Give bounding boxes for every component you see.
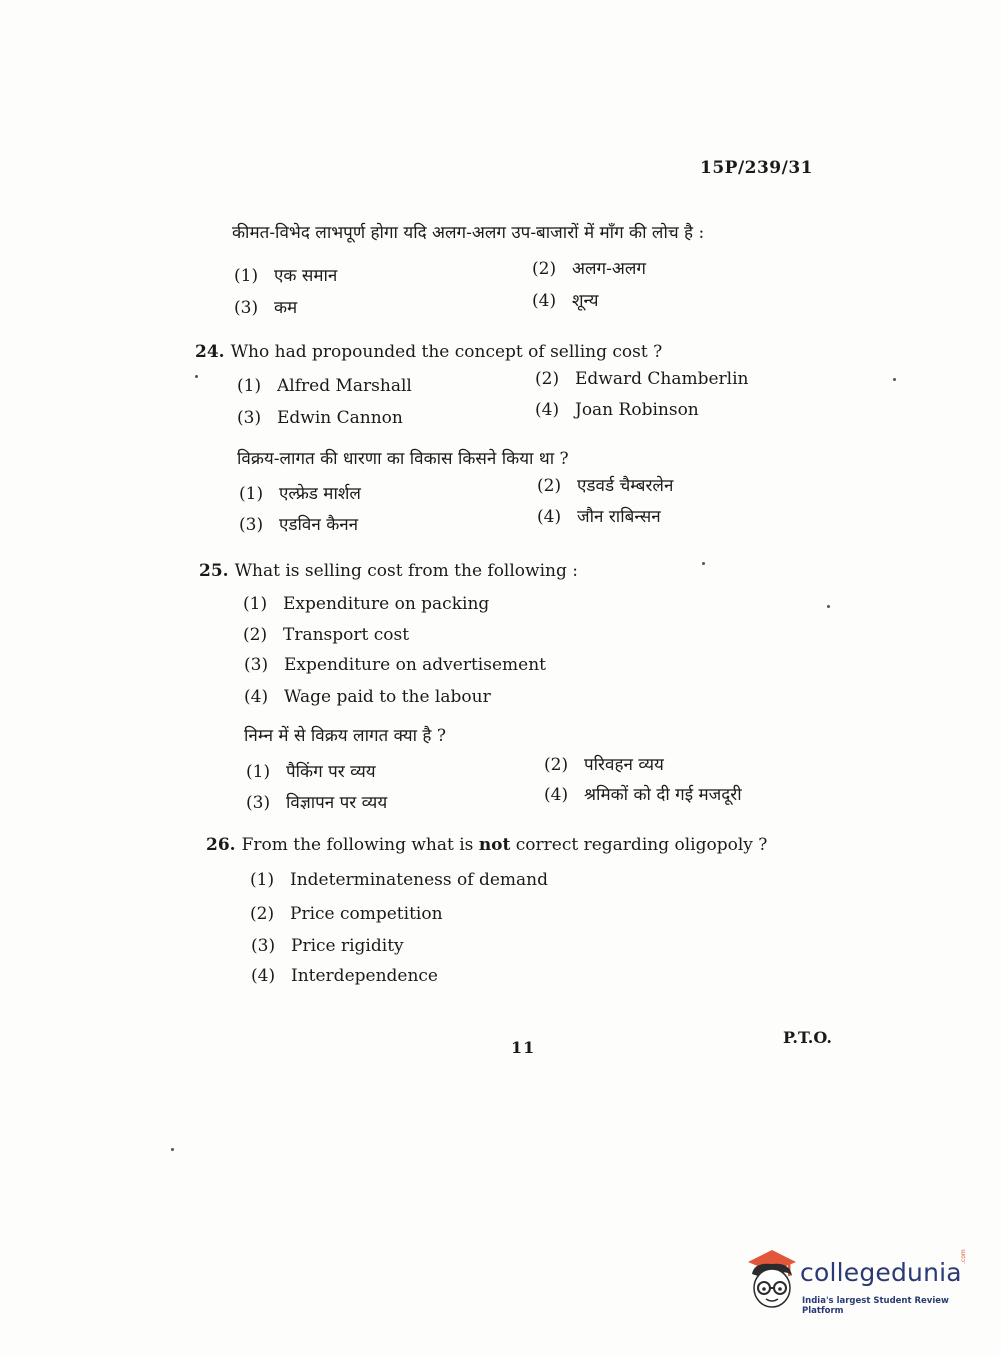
q25-hindi-option-3 (246, 790, 387, 813)
option-number: (4) (537, 507, 562, 527)
option-number: (3) (234, 298, 259, 318)
q23-hindi-stem: कीमत-विभेद लाभपूर्ण होगा यदि अलग-अलग उप-बाजारों में माँग की लोच है : (232, 223, 705, 243)
question-number: 24. (195, 342, 225, 362)
option-text: शून्य (572, 291, 599, 311)
option-text: एडवर्ड चैम्बरलेन (577, 476, 674, 496)
q24-hindi-option-3 (239, 512, 358, 535)
pto-label: P.T.O. (783, 1028, 832, 1047)
mascot-logo-icon (742, 1248, 800, 1314)
option-number: (2) (250, 904, 275, 924)
q24-option-1 (237, 376, 412, 396)
q24-hindi-option-1 (239, 481, 361, 504)
option-number: (3) (244, 655, 269, 675)
question-number: 26. (206, 835, 236, 855)
q26-option-4 (251, 966, 438, 986)
q26-option-2 (250, 904, 443, 924)
option-text: Interdependence (291, 966, 438, 986)
scan-speck (827, 605, 830, 608)
scan-speck (702, 562, 705, 565)
option-number: (2) (535, 369, 560, 389)
q24-option-3 (237, 408, 403, 428)
option-text: परिवहन व्यय (584, 755, 664, 775)
watermark-brand: collegedunia (800, 1258, 962, 1287)
option-number: (3) (237, 408, 262, 428)
paper-code: 15P/239/31 (700, 158, 814, 178)
option-text: Joan Robinson (575, 400, 699, 420)
q25-stem (199, 561, 578, 581)
watermark-tagline: India's largest Student Review Platform (802, 1296, 949, 1316)
option-number: (1) (250, 870, 275, 890)
page-number: 11 (511, 1038, 536, 1057)
option-number: (2) (544, 755, 569, 775)
option-text: एक समान (274, 266, 338, 286)
q25-option-1 (243, 594, 489, 614)
option-text: Edward Chamberlin (575, 369, 749, 389)
option-number: (4) (544, 785, 569, 805)
question-number: 25. (199, 561, 229, 581)
option-number: (1) (246, 762, 271, 782)
option-text: Price competition (290, 904, 443, 924)
option-number: (2) (243, 625, 268, 645)
question-text: Who had propounded the concept of selling cost ? (230, 342, 663, 362)
option-text: Wage paid to the labour (284, 687, 491, 707)
q24-hindi-option-2 (537, 473, 673, 496)
question-text-emphasis: not (478, 835, 511, 855)
option-text: Indeterminateness of demand (290, 870, 548, 890)
q26-stem (206, 835, 767, 855)
option-text: श्रमिकों को दी गई मजदूरी (584, 785, 742, 805)
option-number: (4) (251, 966, 276, 986)
option-text: पैकिंग पर व्यय (286, 762, 376, 782)
option-number: (4) (244, 687, 269, 707)
option-number: (3) (246, 793, 271, 813)
q24-stem (195, 342, 662, 362)
q25-hindi-stem: निम्न में से विक्रय लागत क्या है ? (244, 726, 446, 746)
option-text: एल्फ्रेड मार्शल (279, 484, 361, 504)
q25-option-3 (244, 655, 546, 675)
option-text: अलग-अलग (572, 259, 646, 279)
option-text: Transport cost (283, 625, 410, 645)
option-text: विज्ञापन पर व्यय (286, 793, 388, 813)
option-number: (4) (532, 291, 557, 311)
option-number: (3) (239, 515, 264, 535)
option-number: (3) (251, 936, 276, 956)
option-number: (1) (237, 376, 262, 396)
q25-hindi-option-2 (544, 752, 664, 775)
option-number: (1) (234, 266, 259, 286)
q23-option-4 (532, 288, 598, 311)
option-text: Edwin Cannon (277, 408, 403, 428)
option-text: जौन राबिन्सन (577, 507, 661, 527)
option-number: (1) (243, 594, 268, 614)
question-text-before: From the following what is (241, 835, 479, 855)
option-text: कम (274, 298, 298, 318)
q23-option-1 (234, 263, 337, 286)
scan-speck (171, 1148, 174, 1151)
q24-option-4 (535, 400, 699, 420)
option-text: एडविन कैनन (279, 515, 359, 535)
option-number: (1) (239, 484, 264, 504)
question-text: What is selling cost from the following : (234, 561, 578, 581)
q26-option-3 (251, 936, 404, 956)
q25-option-4 (244, 687, 491, 707)
q24-hindi-stem: विक्रय-लागत की धारणा का विकास किसने किया था ? (237, 449, 569, 469)
collegedunia-watermark (742, 1248, 972, 1320)
q25-option-2 (243, 625, 409, 645)
option-text: Expenditure on packing (283, 594, 490, 614)
scan-speck (195, 375, 198, 378)
scan-speck (893, 378, 896, 381)
q25-hindi-option-1 (246, 759, 376, 782)
option-text: Expenditure on advertisement (284, 655, 546, 675)
option-text: Price rigidity (291, 936, 404, 956)
option-number: (2) (537, 476, 562, 496)
q24-hindi-option-4 (537, 504, 661, 527)
q23-option-2 (532, 256, 646, 279)
watermark-suffix: .com (960, 1249, 967, 1264)
q25-hindi-option-4 (544, 782, 742, 805)
option-number: (2) (532, 259, 557, 279)
option-text: Alfred Marshall (277, 376, 412, 396)
q23-option-3 (234, 295, 297, 318)
q26-option-1 (250, 870, 548, 890)
question-text-after: correct regarding oligopoly ? (510, 835, 768, 855)
option-number: (4) (535, 400, 560, 420)
q24-option-2 (535, 369, 749, 389)
